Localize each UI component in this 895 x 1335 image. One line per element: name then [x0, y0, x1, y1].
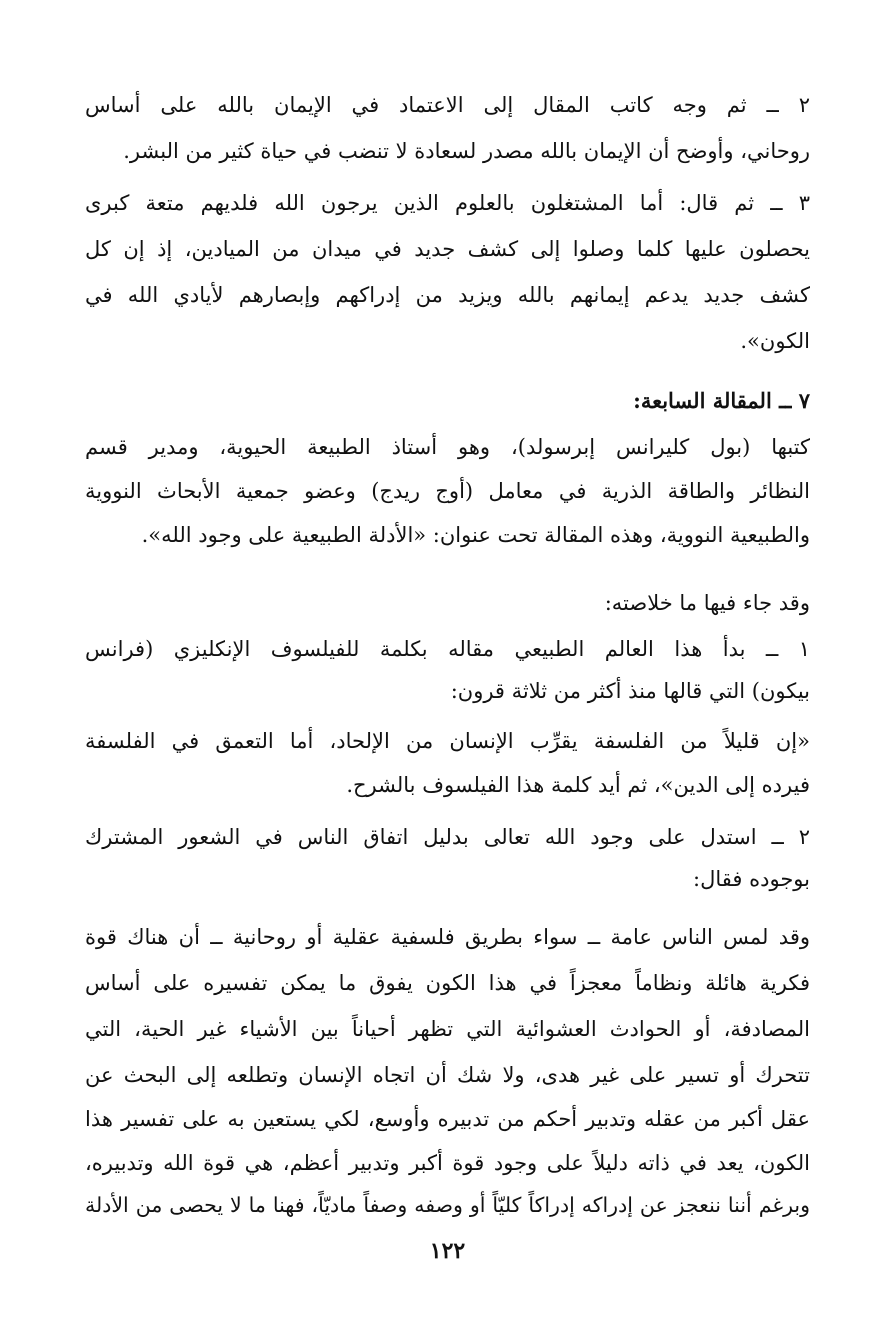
text-line: كتبها (بول كليرانس إبرسولد)، وهو أستاذ الطبيعة الحيوية، ومدير قسم: [85, 435, 810, 459]
text-line: ٢ ــ ثم وجه كاتب المقال إلى الاعتماد في الإيمان بالله على أساس: [85, 93, 810, 117]
text-line: وقد جاء فيها ما خلاصته:: [604, 591, 810, 615]
section-heading: ٧ ــ المقالة السابعة:: [633, 388, 810, 413]
quote-line: فيرده إلى الدين»، ثم أيد كلمة هذا الفيلسوف بالشرح.: [346, 773, 810, 797]
text-line: الكون».: [740, 329, 810, 353]
text-line: وقد لمس الناس عامة ــ سواء بطريق فلسفية عقلية أو روحانية ــ أن هناك قوة: [85, 925, 810, 949]
text-line: الكون، يعد في ذاته دليلاً على وجود قوة أكبر وتدبير أعظم، هي قوة الله وتدبيره،: [85, 1151, 810, 1175]
text-line: المصادفة، أو الحوادث العشوائية التي تظهر أحياناً بين الأشياء غير الحية، التي: [85, 1017, 810, 1041]
quote-line: «إن قليلاً من الفلسفة يقرِّب الإنسان من الإلحاد، أما التعمق في الفلسفة: [85, 729, 810, 753]
text-line: يحصلون عليها كلما وصلوا إلى كشف جديد في ميدان من الميادين، إذ إن كل: [85, 237, 810, 261]
text-line: فكرية هائلة ونظاماً معجزاً في هذا الكون يفوق ما يمكن تفسيره على أساس: [85, 971, 810, 995]
text-line: تتحرك أو تسير على غير هدى، ولا شك أن اتجاه الإنسان وتطلعه إلى البحث عن: [85, 1063, 810, 1087]
text-line: النظائر والطاقة الذرية في معامل (أوج ريدج) وعضو جمعية الأبحاث النووية: [85, 479, 810, 503]
text-line: روحاني، وأوضح أن الإيمان بالله مصدر لسعادة لا تنضب في حياة كثير من البشر.: [123, 139, 810, 163]
page-number: ١٢٢: [429, 1238, 466, 1264]
text-line: ١ ــ بدأ هذا العالم الطبيعي مقاله بكلمة للفيلسوف الإنكليزي (فرانس: [85, 637, 810, 661]
text-line: والطبيعية النووية، وهذه المقالة تحت عنوان: «الأدلة الطبيعية على وجود الله».: [141, 523, 810, 547]
text-line: ٢ ــ استدل على وجود الله تعالى بدليل اتفاق الناس في الشعور المشترك: [85, 825, 810, 849]
text-line: ٣ ــ ثم قال: أما المشتغلون بالعلوم الذين يرجون الله فلديهم متعة كبرى: [85, 191, 810, 215]
text-line: عقل أكبر من عقله وتدبير أحكم من تدبيره وأوسع، لكي يستعين به على تفسير هذا: [85, 1107, 810, 1131]
text-line: وبرغم أننا ننعجز عن إدراكه إدراكاً كليّاً أو وصفه وصفاً ماديّاً، فهنا ما لا يحصى من الأدلة: [85, 1193, 810, 1217]
text-line: بيكون) التي قالها منذ أكثر من ثلاثة قرون:: [450, 679, 810, 703]
text-line: كشف جديد يدعم إيمانهم بالله ويزيد من إدراكهم وإبصارهم لأيادي الله في: [85, 283, 810, 307]
text-line: بوجوده فقال:: [693, 867, 810, 891]
